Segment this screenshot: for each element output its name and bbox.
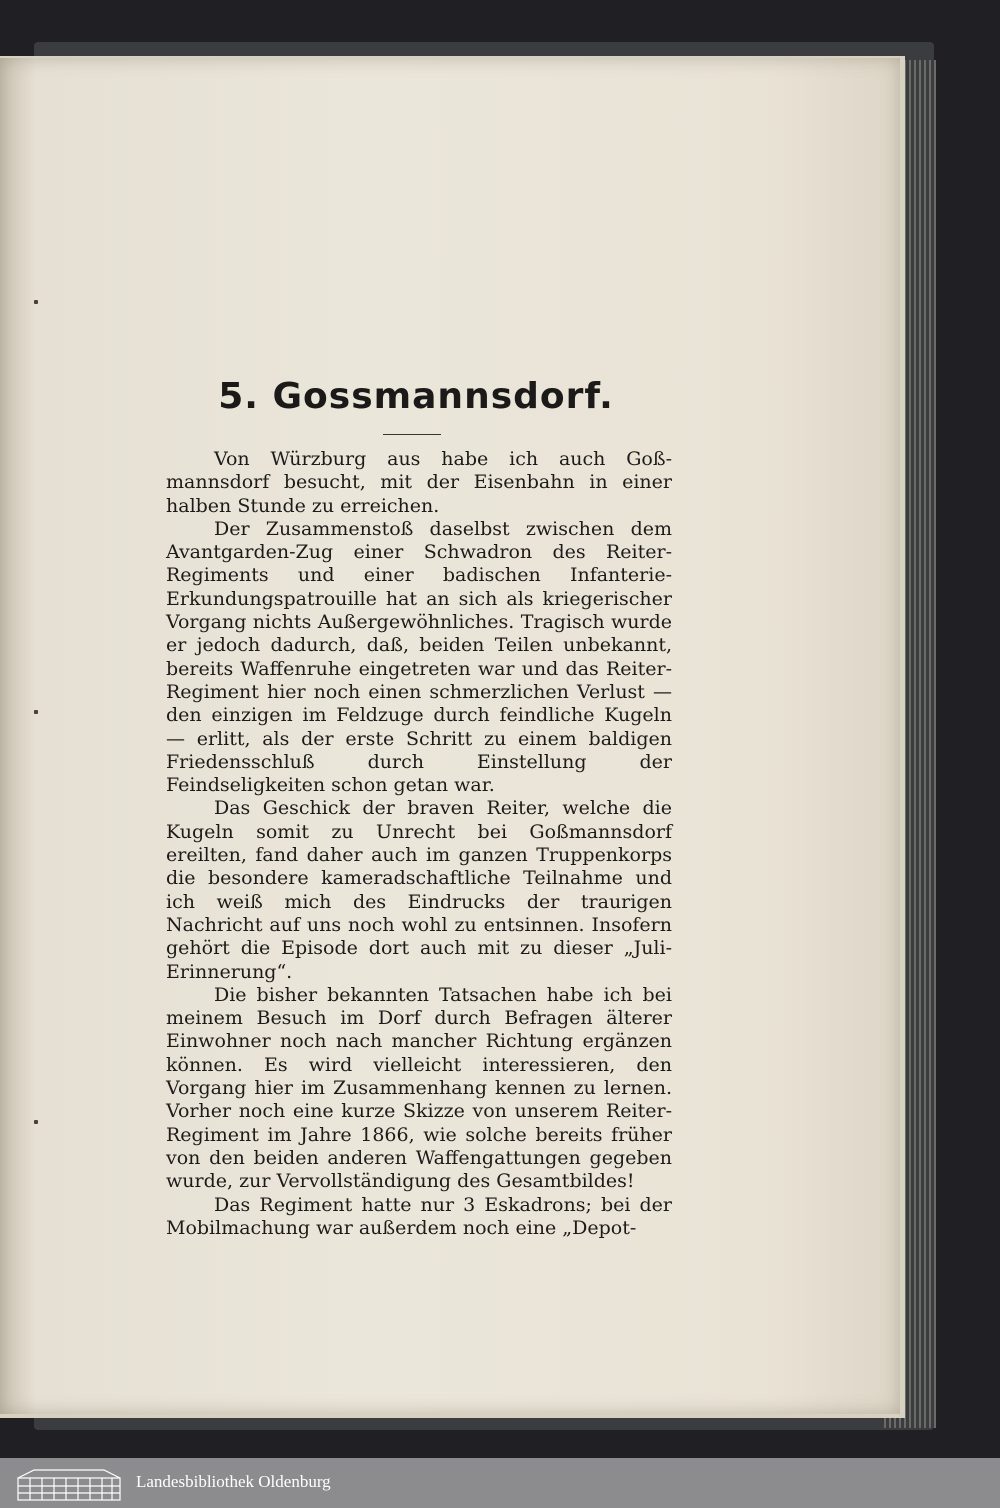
paragraph: Die bisher bekannten Tatsachen habe ich bei meinem Besuch im Dorf durch Befragen älterer Einwohner noch nach mancher Richtung ergänzen können. Es wird vielleicht interessieren, den Vorgang hier im Zusammenhang kennen zu lernen. Vorher noch eine kurze Skizze von unserem Reiter-Regiment im Jahre 1866, wie solche bereits früher von den beiden anderen Waffengattungen gegeben wurde, zur Vervollständigung des Gesamtbildes! — [166, 983, 672, 1193]
binding-stitch — [34, 710, 38, 714]
library-footer — [0, 1458, 1000, 1508]
library-building-icon — [14, 1466, 124, 1502]
library-name: Landesbibliothek Oldenburg — [136, 1472, 331, 1491]
paragraph: Das Geschick der braven Reiter, welche die Kugeln somit zu Unrecht bei Goßmannsdorf ereilten, fand daher auch im ganzen Truppenkorps die besondere kameradschaftliche Teilnahme und ich weiß mich des Eindrucks der traurigen Nachricht auf uns noch wohl zu entsinnen. Insofern gehört die Episode dort auch mit zu dieser „Juli-Erinnerung“. — [166, 797, 672, 983]
binding-stitch — [34, 1120, 38, 1124]
paragraph: Das Regiment hatte nur 3 Eskadrons; bei der Mobilmachung war außerdem noch eine „Depot- — [166, 1193, 672, 1239]
chapter-title: 5. Gossmannsdorf. — [218, 376, 614, 417]
paragraph: Von Würzburg aus habe ich auch Goß-mannsdorf besucht, mit der Eisenbahn in einer halben Stunde zu erreichen. — [166, 448, 672, 517]
title-divider — [383, 434, 441, 435]
paragraph: Der Zusammenstoß daselbst zwischen dem Avantgarden-Zug einer Schwadron des Reiter-Regiments und einer badischen Infanterie-Erkundungspatrouille hat an sich als kriegerischer Vorgang nichts Außergewöhnliches. Tragisch wurde er jedoch dadurch, daß, beiden Teilen unbekannt, bereits Waffenruhe eingetreten war und das Reiter-Regiment hier noch einen schmerzlichen Verlust — den einzigen im Feldzuge durch feindliche Kugeln — erlitt, als der erste Schritt zu einem baldigen Friedensschluß durch Einstellung der Feindseligkeiten schon getan war. — [166, 517, 672, 797]
body-text — [166, 448, 672, 1240]
binding-stitch — [34, 300, 38, 304]
